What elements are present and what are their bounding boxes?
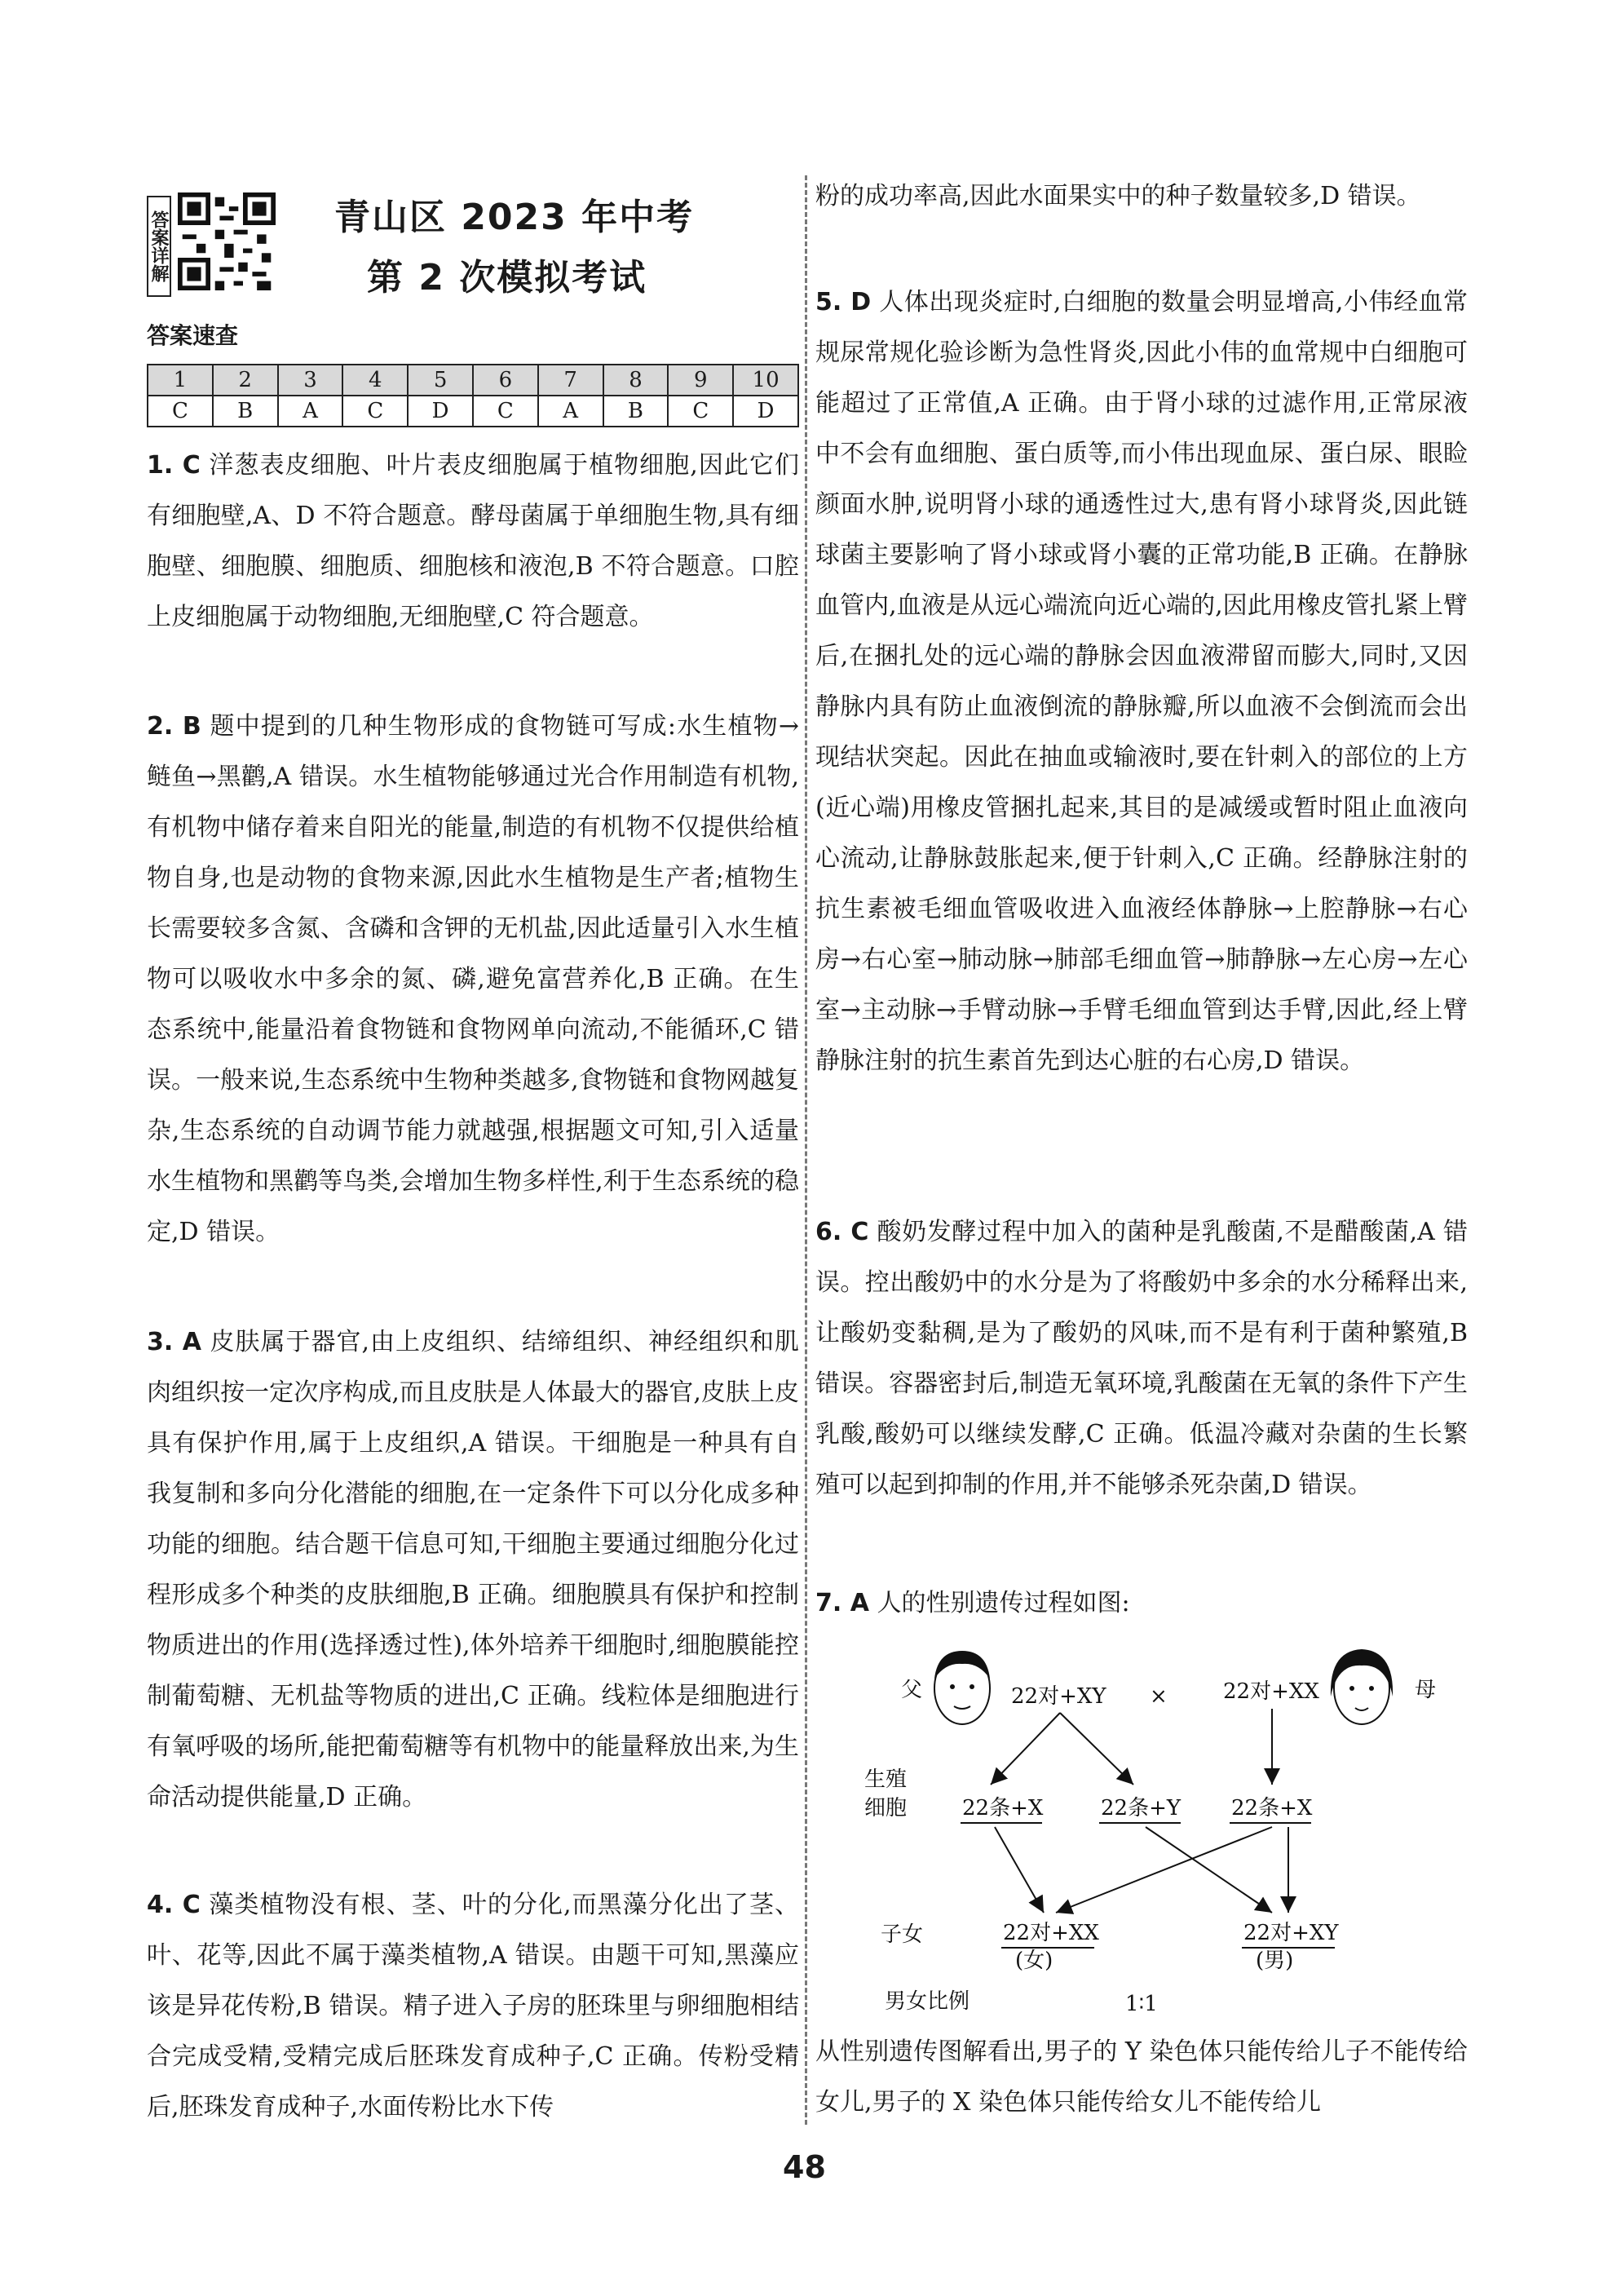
- sperm-x: 22条+X: [962, 1796, 1044, 1820]
- answer-letter: C: [148, 396, 213, 427]
- explanation-text: 人体出现炎症时,白细胞的数量会明显增高,小伟经血常规尿常规化验诊断为急性肾炎,因此小伟的血常规中白细胞可能超过了正常值,A 正确。由于肾小球的过滤作用,正常尿液中不会有血细胞、蛋白质等,而小伟出现血尿、蛋白尿、眼睑颜面水肿,说明肾小球的通透性过大,患有肾小球肾炎,因此链球菌主要影响了肾小球或肾小囊的正常功能,B 正确。在静脉血管内,血液是从远心端流向近心端的,因此用橡皮管扎紧上臂后,在捆扎处的远心端的静脉会因血液滞留而膨大,同时,又因静脉内具有防止血液倒流的静脉瓣,所以血液不会倒流而会出现结状突起。因此在抽血或输液时,要在针刺入的部位的上方(近心端)用橡皮管捆扎起来,其目的是减缓或暂时阻止血液向心流动,让静脉鼓胀起来,便于针刺入,C 正确。经静脉注射的抗生素被毛细血管吸收进入血液经体静脉→上腔静脉→右心房→右心室→肺动脉→肺部毛细血管→肺静脉→左心房→左心室→主动脉→手臂动脉→手臂毛细血管到达手臂,因此,经上臂静脉注射的抗生素首先到达心脏的右心房,D 错误。: [815, 288, 1468, 1075]
- daughter-label: (女): [1015, 1949, 1053, 1973]
- question-number: 6. C: [815, 1218, 869, 1246]
- explanation-text: 酸奶发酵过程中加入的菌种是乳酸菌,不是醋酸菌,A 错误。控出酸奶中的水分是为了将酸奶中多余的水分稀释出来,让酸奶变黏稠,是为了酸奶的风味,而不是有利于菌种繁殖,B 错误。容器密封后,制造无氧环境,乳酸菌在无氧的条件下产生乳酸,酸奶可以继续发酵,C 正确。低温冷藏对杂菌的生长繁殖可以起到抑制的作用,并不能够杀死杂菌,D 错误。: [815, 1218, 1468, 1499]
- son-genotype: 22对+XY: [1243, 1921, 1339, 1945]
- explanation-text: 粉的成功率高,因此水面果实中的种子数量较多,D 错误。: [815, 182, 1421, 210]
- answer-number: 9: [668, 365, 733, 396]
- answer-letter: C: [473, 396, 538, 427]
- answer-paragraph-3: [147, 1317, 799, 1823]
- answer-paragraph-continued: [815, 171, 1468, 222]
- answer-number: 8: [603, 365, 669, 396]
- answer-paragraph-4: [147, 1880, 799, 2133]
- answer-letter: A: [538, 396, 603, 427]
- answer-number: 10: [733, 365, 798, 396]
- question-number: 3. A: [147, 1328, 201, 1356]
- father-face-icon: [934, 1651, 990, 1724]
- answer-paragraph-5: [815, 277, 1468, 1086]
- ratio-label: 男女比例: [885, 1989, 970, 2014]
- answer-letter: B: [213, 396, 278, 427]
- page-number: 48: [783, 2149, 826, 2185]
- quick-check-label: 答案速查: [147, 322, 239, 349]
- father-label: 父: [901, 1678, 923, 1702]
- mother-label: 母: [1415, 1678, 1437, 1702]
- explanation-text: 洋葱表皮细胞、叶片表皮细胞属于植物细胞,因此它们有细胞壁,A、D 不符合题意。酵母菌属于单细胞生物,具有细胞壁、细胞膜、细胞质、细胞核和液泡,B 不符合题意。口腔上皮细胞属于动物细胞,无细胞壁,C 符合题意。: [147, 451, 799, 631]
- daughter-genotype: 22对+XX: [1003, 1921, 1099, 1945]
- after-diagram-text: 从性别遗传图解看出,男子的 Y 染色体只能传给儿子不能传给女儿,男子的 X 染色体只能传给女儿不能传给儿: [815, 2037, 1468, 2117]
- answer-number: 4: [342, 365, 408, 396]
- question-number: 2. B: [147, 712, 201, 741]
- answer-table: [147, 364, 799, 427]
- answer-number: 3: [278, 365, 343, 396]
- answer-letter: C: [668, 396, 733, 427]
- page-header: [147, 188, 799, 302]
- sperm-y: 22条+Y: [1101, 1796, 1182, 1820]
- answer-letter: B: [603, 396, 669, 427]
- answer-paragraph-1: [147, 440, 799, 643]
- explanation-text: 藻类植物没有根、茎、叶的分化,而黑藻分化出了茎、叶、花等,因此不属于藻类植物,A 错误。由题干可知,黑藻应该是异花传粉,B 错误。精子进入子房的胚珠里与卵细胞相结合完成受精,受精完成后胚珠发育成种子,C 正确。传粉受精后,胚珠发育成种子,水面传粉比水下传: [147, 1891, 799, 2121]
- mother-genotype: 22对+XX: [1223, 1679, 1319, 1704]
- answer-letter: D: [408, 396, 473, 427]
- question-number: 4. C: [147, 1891, 201, 1919]
- answer-letter: C: [342, 396, 408, 427]
- sex-inheritance-diagram: [864, 1639, 1451, 2023]
- cross-symbol: ×: [1150, 1684, 1168, 1709]
- answer-paragraph-2: [147, 701, 799, 1258]
- answer-paragraph-6: [815, 1207, 1468, 1511]
- page-title-line1: 青山区 2023 年中考: [334, 197, 695, 238]
- father-genotype: 22对+XY: [1011, 1684, 1106, 1709]
- answer-number: 1: [148, 365, 213, 396]
- answer-number: 7: [538, 365, 603, 396]
- offspring-label: 子女: [881, 1922, 924, 1947]
- answer-number: 5: [408, 365, 473, 396]
- question-number: 5. D: [815, 288, 872, 316]
- question-number: 1. C: [147, 451, 201, 480]
- page-title-line2: 第 2 次模拟考试: [367, 257, 647, 299]
- explanation-text: 题中提到的几种生物形成的食物链可写成:水生植物→鲢鱼→黑鹳,A 错误。水生植物能够通过光合作用制造有机物,有机物中储存着来自阳光的能量,制造的有机物不仅提供给植物自身,也是动物的食物来源,因此水生植物是生产者;植物生长需要较多含氮、含磷和含钾的无机盐,因此适量引入水生植物可以吸收水中多余的氮、磷,避免富营养化,B 正确。在生态系统中,能量沿着食物链和食物网单向流动,不能循环,C 错误。一般来说,生态系统中生物种类越多,食物链和食物网越复杂,生态系统的自动调节能力就越强,根据题文可知,引入适量水生植物和黑鹳等鸟类,会增加生物多样性,利于生态系统的稳定,D 错误。: [147, 712, 799, 1246]
- qr-code-icon[interactable]: [178, 192, 276, 290]
- germ-cells-label: 细胞: [864, 1796, 908, 1820]
- answer-number: 6: [473, 365, 538, 396]
- answer-number-row: [148, 365, 798, 396]
- question-number: 7. A: [815, 1589, 869, 1617]
- answer-letter: A: [278, 396, 343, 427]
- answer-paragraph-7: [815, 1578, 1468, 1629]
- explanation-text: 皮肤属于器官,由上皮组织、结缔组织、神经组织和肌肉组织按一定次序构成,而且皮肤是人体最大的器官,皮肤上皮具有保护作用,属于上皮组织,A 错误。干细胞是一种具有自我复制和多向分化潜能的细胞,在一定条件下可以分化成多种功能的细胞。结合题干信息可知,干细胞主要通过细胞分化过程形成多个种类的皮肤细胞,B 正确。细胞膜具有保护和控制物质进出的作用(选择透过性),体外培养干细胞时,细胞膜能控制葡萄糖、无机盐等物质的进出,C 正确。线粒体是细胞进行有氧呼吸的场所,能把葡萄糖等有机物中的能量释放出来,为生命活动提供能量,D 正确。: [147, 1328, 799, 1812]
- column-divider: [805, 175, 807, 2125]
- qr-label: 答案详解: [147, 196, 171, 297]
- answer-letter-row: [148, 396, 798, 427]
- son-label: (男): [1256, 1949, 1294, 1973]
- explanation-text: 人的性别遗传过程如图:: [877, 1589, 1130, 1617]
- answer-letter: D: [733, 396, 798, 427]
- mother-face-icon: [1331, 1649, 1393, 1724]
- germ-cells-label: 生殖: [864, 1767, 908, 1792]
- ratio-value: 1∶1: [1125, 1992, 1158, 2016]
- answer-number: 2: [213, 365, 278, 396]
- egg-x: 22条+X: [1231, 1796, 1313, 1820]
